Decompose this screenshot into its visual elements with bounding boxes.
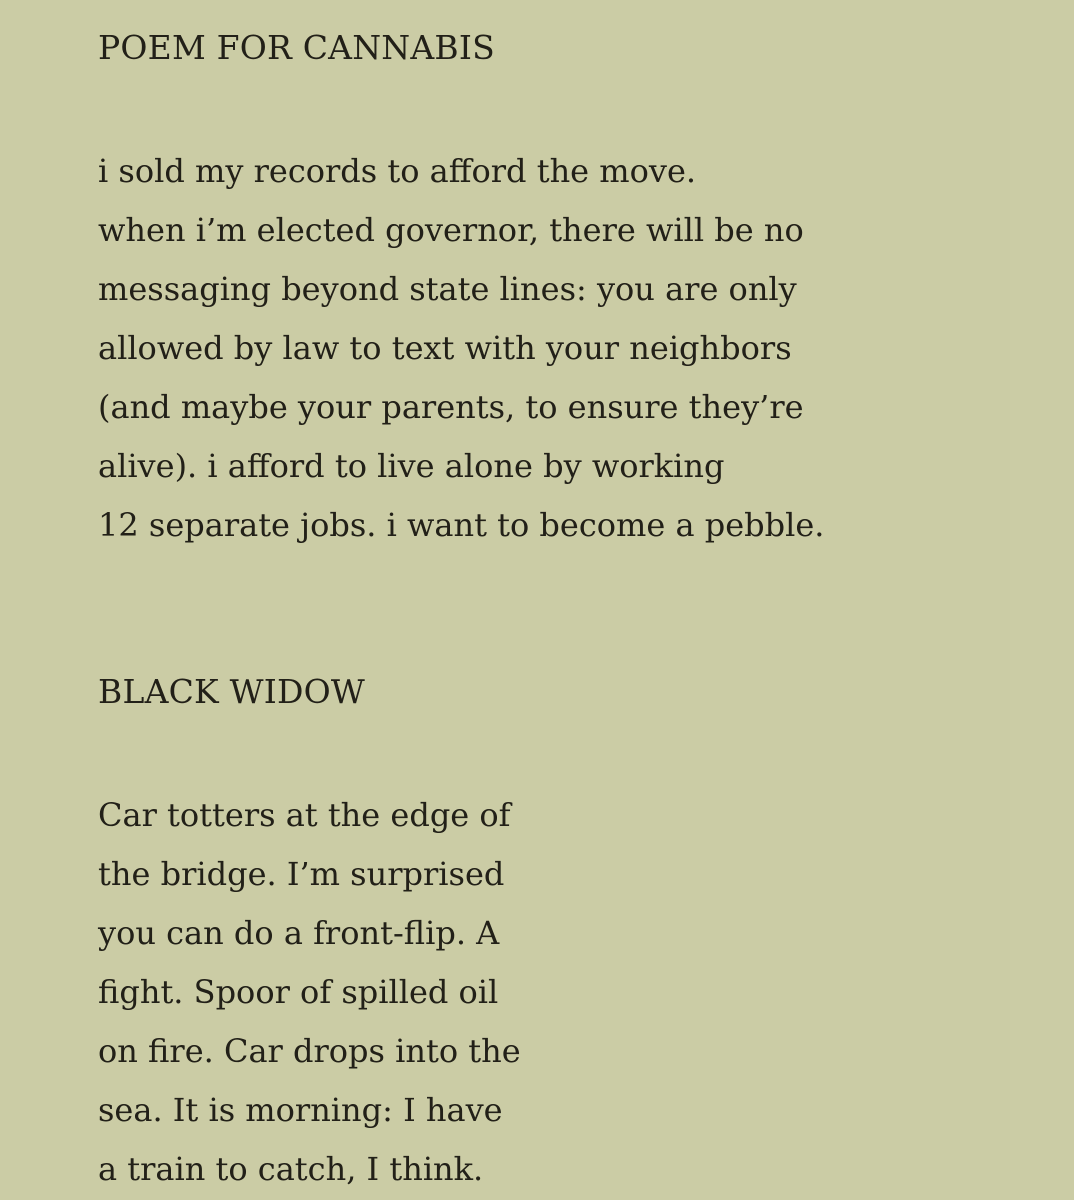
poem-line: fight. Spoor of spilled oil — [98, 973, 499, 1011]
poem-line: alive). i afford to live alone by working — [98, 447, 725, 485]
poem-line: the bridge. I’m surprised — [98, 855, 505, 893]
poem-line: a train to catch, I think. — [98, 1150, 484, 1188]
poem-body — [98, 142, 824, 555]
poem-line: messaging beyond state lines: you are only — [98, 270, 797, 308]
poem-line: 12 separate jobs. i want to become a pebble. — [98, 506, 825, 544]
poem-body — [98, 786, 521, 1199]
poem-line: Car totters at the edge of — [98, 796, 511, 834]
poem-line: on fire. Car drops into the — [98, 1032, 521, 1070]
poem-for-cannabis — [98, 26, 824, 555]
poem-line: allowed by law to text with your neighbors — [98, 329, 792, 367]
poem-line: you can do a front-flip. A — [98, 914, 500, 952]
black-widow — [98, 670, 521, 1199]
poem-title: POEM FOR CANNABIS — [98, 28, 495, 67]
poem-line: i sold my records to afford the move. — [98, 152, 697, 190]
poem-line: (and maybe your parents, to ensure they’re — [98, 388, 804, 426]
poem-line: when i’m elected governor, there will be no — [98, 211, 804, 249]
poem-line: sea. It is morning: I have — [98, 1091, 503, 1129]
poem-title: BLACK WIDOW — [98, 672, 365, 711]
